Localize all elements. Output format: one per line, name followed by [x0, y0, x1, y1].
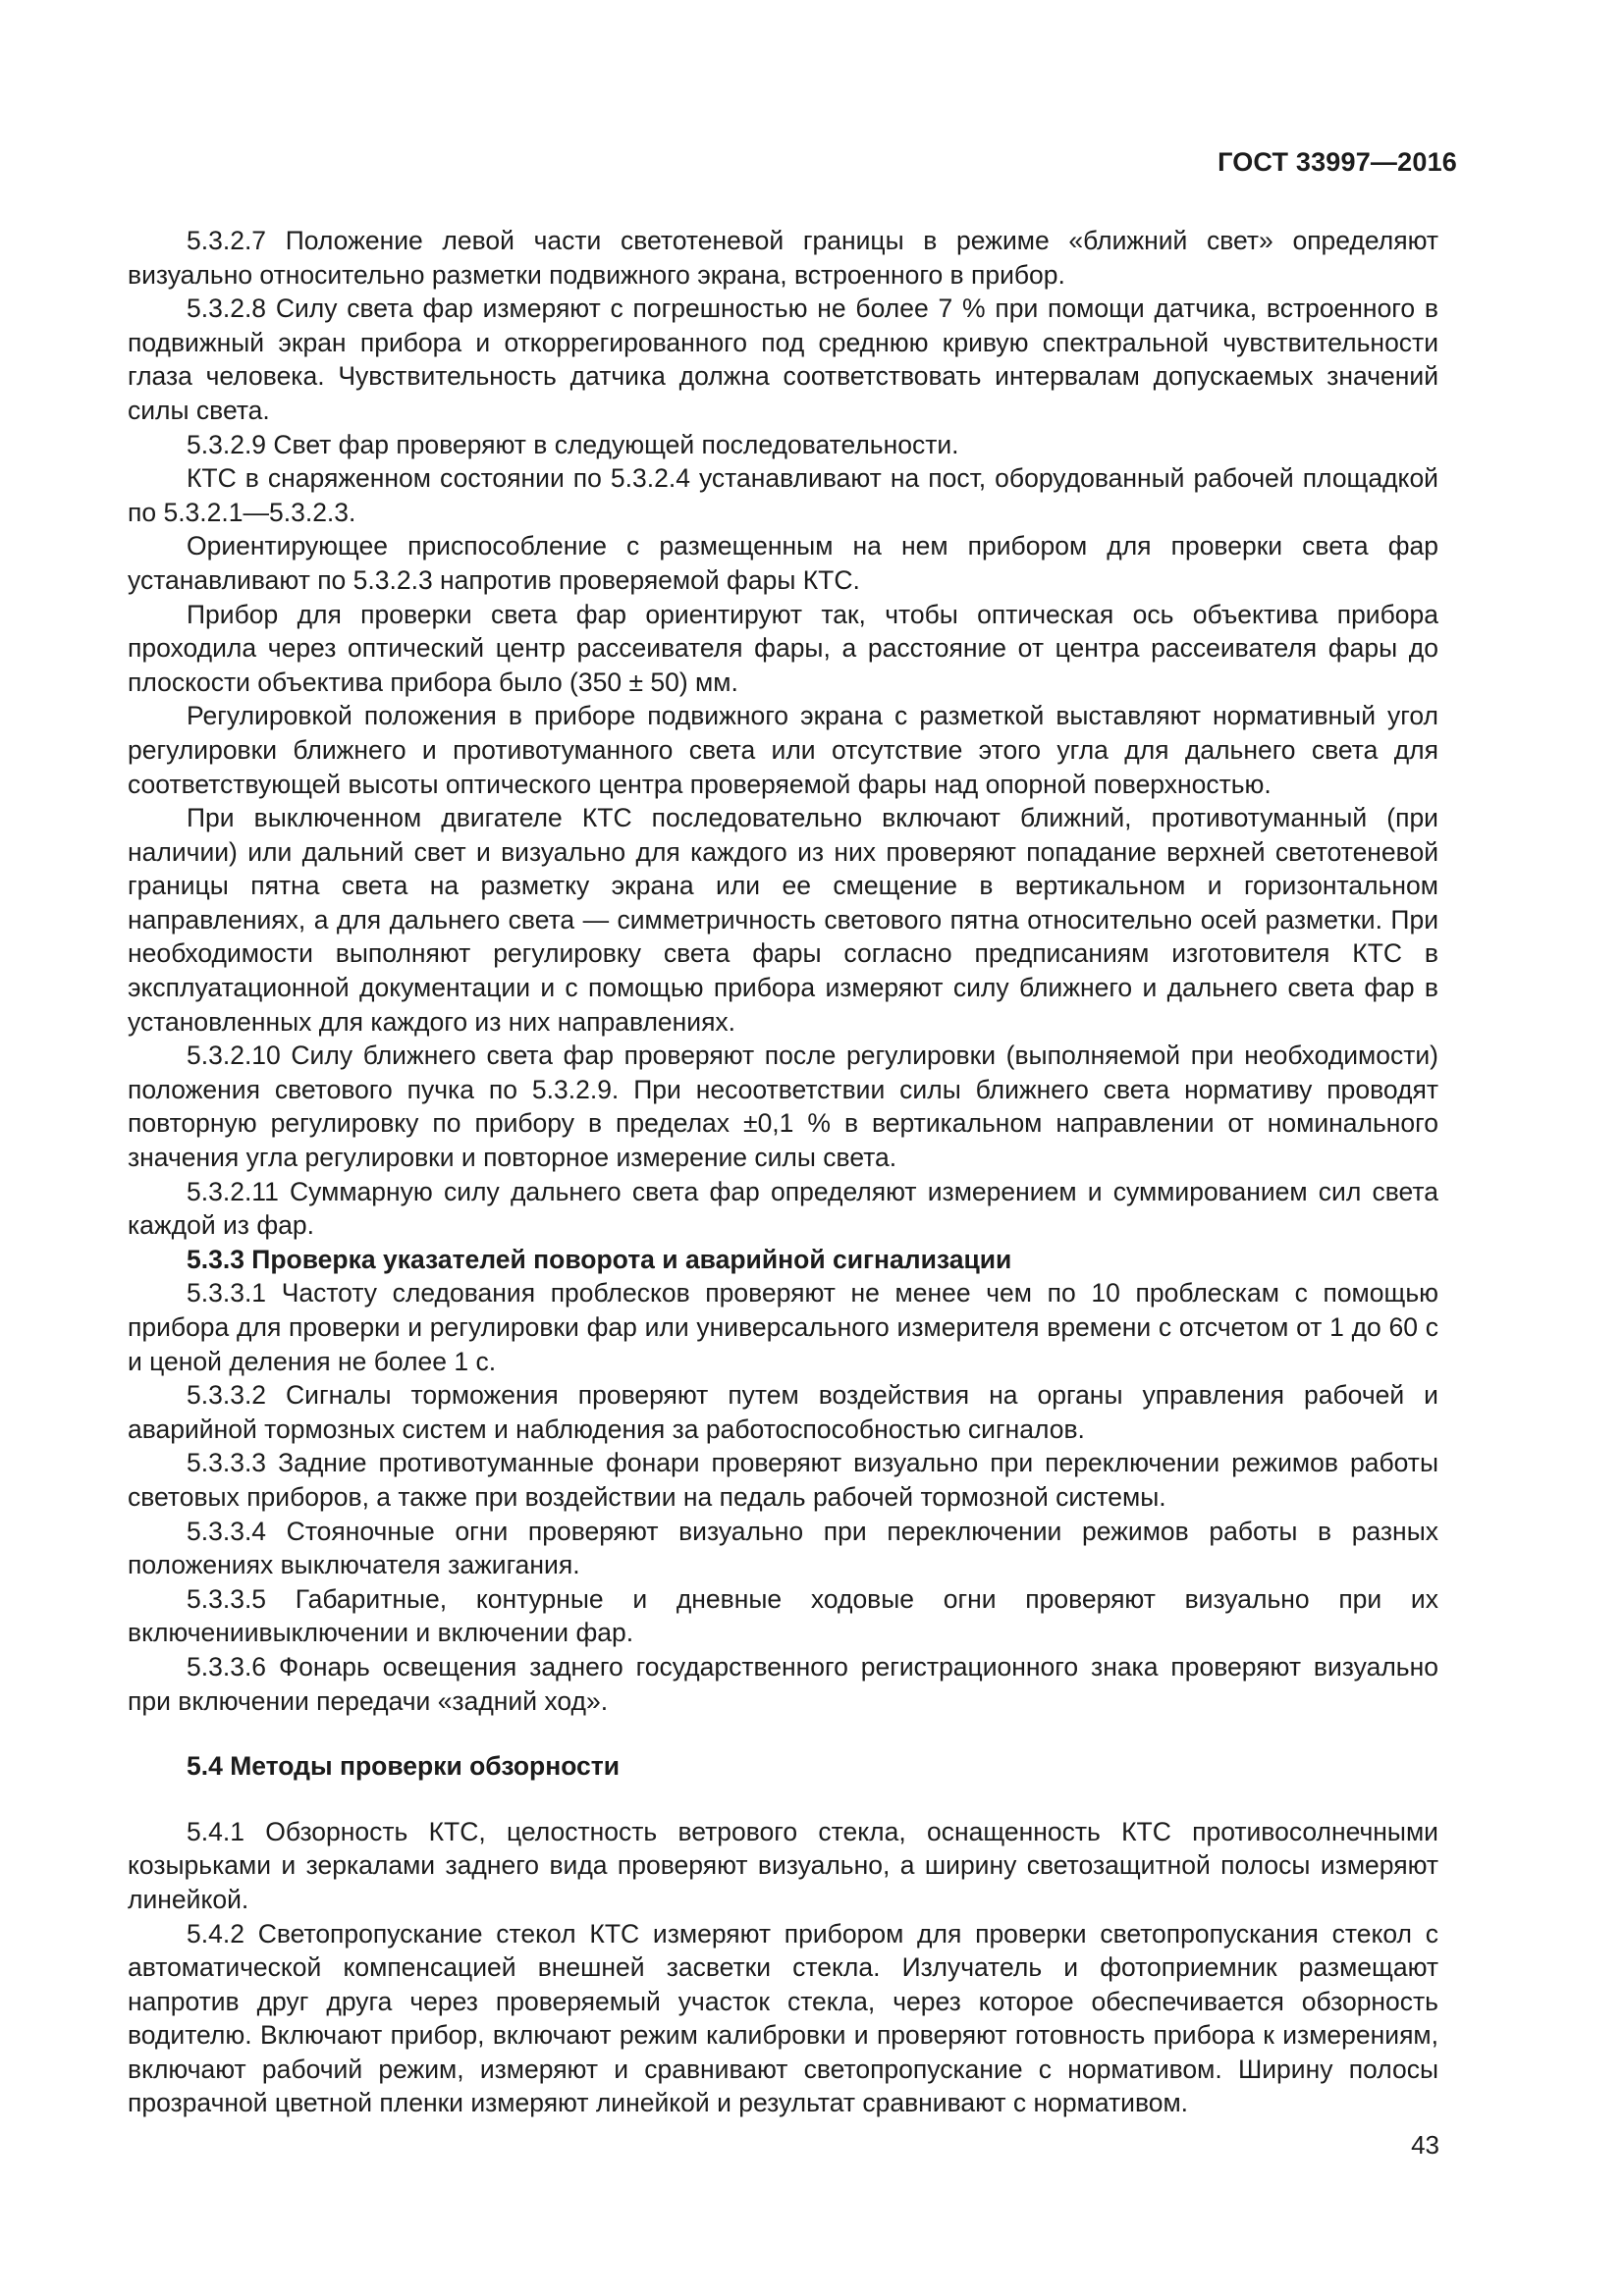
paragraph-5-3-2-10: 5.3.2.10 Силу ближнего света фар проверяют после регулировки (выполняемой при необходимости) положения светового пучка по 5.3.2.9. При несоответствии силы ближнего света нормативу проводят повторную регулировку по прибору в пределах ±0,1 % в вертикальном направлении от номинального значения угла регулировки и повторное измерение силы света. — [128, 1041, 1438, 1173]
paragraph-5-3-2-8: 5.3.2.8 Силу света фар измеряют с погрешностью не более 7 % при помощи датчика, встроенного в подвижный экран прибора и откоррегированного под среднюю кривую спектральной чувствительности глаза человека. Чувствительность датчика должна соответствовать интервалам допускаемых значений силы света. — [128, 294, 1438, 425]
paragraph-5-3-3-5: 5.3.3.5 Габаритные, контурные и дневные ходовые огни проверяют визуально при их включениивыключении и включении фар. — [128, 1583, 1438, 1648]
subsection-heading-5-3-3: 5.3.3 Проверка указателей поворота и аварийной сигнализации — [187, 1244, 1012, 1274]
paragraph-5-3-3-6: 5.3.3.6 Фонарь освещения заднего государственного регистрационного знака проверяют визуально при включении передачи «задний ход». — [128, 1651, 1438, 1716]
paragraph-5-3-2-7: 5.3.2.7 Положение левой части светотеневой границы в режиме «ближний свет» определяют визуально относительно разметки подвижного экрана, встроенного в прибор. — [128, 226, 1438, 290]
paragraph-5-3-3-1: 5.3.3.1 Частоту следования проблесков проверяют не менее чем по 10 проблескам с помощью прибора для проверки и регулировки фар или универсального измерителя времени с отсчетом от 1 до 60 с и ценой деления не более 1 с. — [128, 1278, 1438, 1376]
paragraph-5-3-2-9: 5.3.2.9 Свет фар проверяют в следующей последовательности. — [187, 429, 959, 459]
page-number: 43 — [1411, 2130, 1439, 2160]
paragraph-5-4-2: 5.4.2 Светопропускание стекол КТС измеряют прибором для проверки светопропускания стекол с автоматической компенсацией внешней засветки стекла. Излучатель и фотоприемник размещают напротив друг друга через проверяемый участок стекла, через которое обеспечивается обзорность водителю. Включают прибор, включают режим калибровки и проверяют готовность прибора к измерениям, включают рабочий режим, измеряют и сравнивают светопропускание с нормативом. Ширину полосы прозрачной цветной пленки измеряют линейкой и результат сравнивают с нормативом. — [128, 1918, 1438, 2118]
paragraph-screen-adjustment: Регулировкой положения в приборе подвижного экрана с разметкой выставляют нормативный угол регулировки ближнего и противотуманного света или отсутствие этого угла для дальнего света для соответствующей высоты оптического центра проверяемой фары над опорной поверхностью. — [128, 701, 1438, 799]
section-heading-5-4: 5.4 Методы проверки обзорности — [187, 1751, 621, 1782]
document-code-header: ГОСТ 33997—2016 — [1218, 147, 1457, 177]
document-body — [128, 224, 1438, 2120]
paragraph-orienting-device: Ориентирующее приспособление с размещенным на нем прибором для проверки света фар устанавливают по 5.3.2.3 напротив проверяемой фары КТС. — [128, 531, 1438, 595]
paragraph-5-4-1: 5.4.1 Обзорность КТС, целостность ветрового стекла, оснащенность КТС противосолнечными козырьками и зеркалами заднего вида проверяют визуально, а ширину светозащитной полосы измеряют линейкой. — [128, 1816, 1438, 1914]
paragraph-kts-installation: КТС в снаряженном состоянии по 5.3.2.4 устанавливают на пост, оборудованный рабочей площадкой по 5.3.2.1—5.3.2.3. — [128, 463, 1438, 527]
paragraph-5-3-3-3: 5.3.3.3 Задние противотуманные фонари проверяют визуально при переключении режимов работы световых приборов, а также при воздействии на педаль рабочей тормозной системы. — [128, 1448, 1438, 1512]
paragraph-5-3-3-4: 5.3.3.4 Стояночные огни проверяют визуально при переключении режимов работы в разных положениях выключателя зажигания. — [128, 1516, 1438, 1580]
paragraph-device-orientation: Прибор для проверки света фар ориентируют так, чтобы оптическая ось объектива прибора проходила через оптический центр рассеивателя фары, а расстояние от центра рассеивателя фары до плоскости объектива прибора было (350 ± 50) мм. — [128, 599, 1438, 697]
paragraph-5-3-2-11: 5.3.2.11 Суммарную силу дальнего света фар определяют измерением и суммированием сил света каждой из фар. — [128, 1176, 1438, 1241]
paragraph-engine-off-check: При выключенном двигателе КТС последовательно включают ближний, противотуманный (при наличии) или дальний свет и визуально для каждого из них проверяют попадание верхней светотеневой границы пятна света на разметку экрана или ее смещение в вертикальном и горизонтальном направлениях, а для дальнего света — симметричность светового пятна относительно осей разметки. При необходимости выполняют регулировку света фары согласно предписаниям изготовителя КТС в эксплуатационной документации и с помощью прибора измеряют силу ближнего и дальнего света фар в установленных для каждого из них направлениях. — [128, 803, 1438, 1037]
paragraph-5-3-3-2: 5.3.3.2 Сигналы торможения проверяют путем воздействия на органы управления рабочей и аварийной тормозных систем и наблюдения за работоспособностью сигналов. — [128, 1380, 1438, 1444]
